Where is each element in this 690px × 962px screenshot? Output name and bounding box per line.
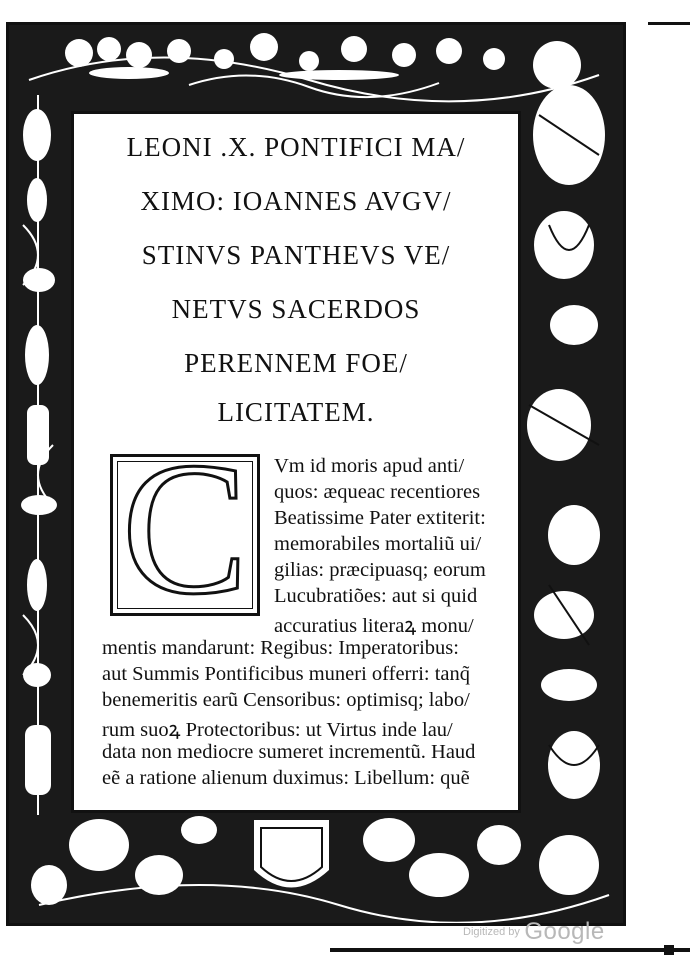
- body-line-12: data non mediocre sumeret incrementũ. Haud: [102, 741, 476, 763]
- body-line-7: accuratius literaꝝ monu/: [274, 615, 474, 637]
- watermark-brand: Google: [524, 918, 605, 945]
- body-line-4: memorabiles mortaliũ ui/: [274, 533, 482, 555]
- initial-letter: C: [121, 424, 249, 634]
- title-line-5: PERENNEM FOE/: [184, 348, 408, 378]
- body-line-2: quos: æqueac recentiores: [274, 481, 481, 503]
- title-line-2: XIMO: IOANNES AVGV/: [140, 186, 452, 216]
- page-bottom-edge: [330, 948, 690, 952]
- decorated-initial: [110, 424, 260, 634]
- watermark-prefix: Digitized by: [463, 926, 520, 938]
- body-line-5: gilias: præcipuasq; eorum: [274, 559, 486, 581]
- text-panel: [71, 111, 521, 813]
- body-line-11: rum suoꝝ Protectoribus: ut Virtus inde lau/: [102, 719, 453, 741]
- body-line-10: benemeritis earũ Censoribus: optimisq; labo/: [102, 689, 470, 711]
- body-line-6: Lucubratiões: aut si quid: [274, 585, 478, 607]
- title-line-4: NETVS SACERDOS: [171, 294, 421, 324]
- body-line-3: Beatissime Pater extiterit:: [274, 507, 486, 529]
- woodcut-border-frame: [6, 22, 626, 926]
- body-line-8: mentis mandarunt: Regibus: Imperatoribus:: [102, 637, 459, 659]
- title-line-3: STINVS PANTHEVS VE/: [141, 240, 451, 270]
- body-line-1: Vm id moris apud anti/: [274, 455, 465, 477]
- page-corner-mark: [664, 945, 674, 955]
- page-edge-line: [648, 22, 690, 25]
- title-line-1: LEONI .X. PONTIFICI MA/: [126, 132, 466, 162]
- title-line-6: LICITATEM.: [217, 397, 375, 427]
- digitization-watermark: [463, 918, 605, 946]
- body-line-9: aut Summis Pontificibus muneri offerri: tanq̃: [102, 663, 471, 685]
- body-line-13: eẽ a ratione alienum duximus: Libellum: quẽ: [102, 767, 470, 789]
